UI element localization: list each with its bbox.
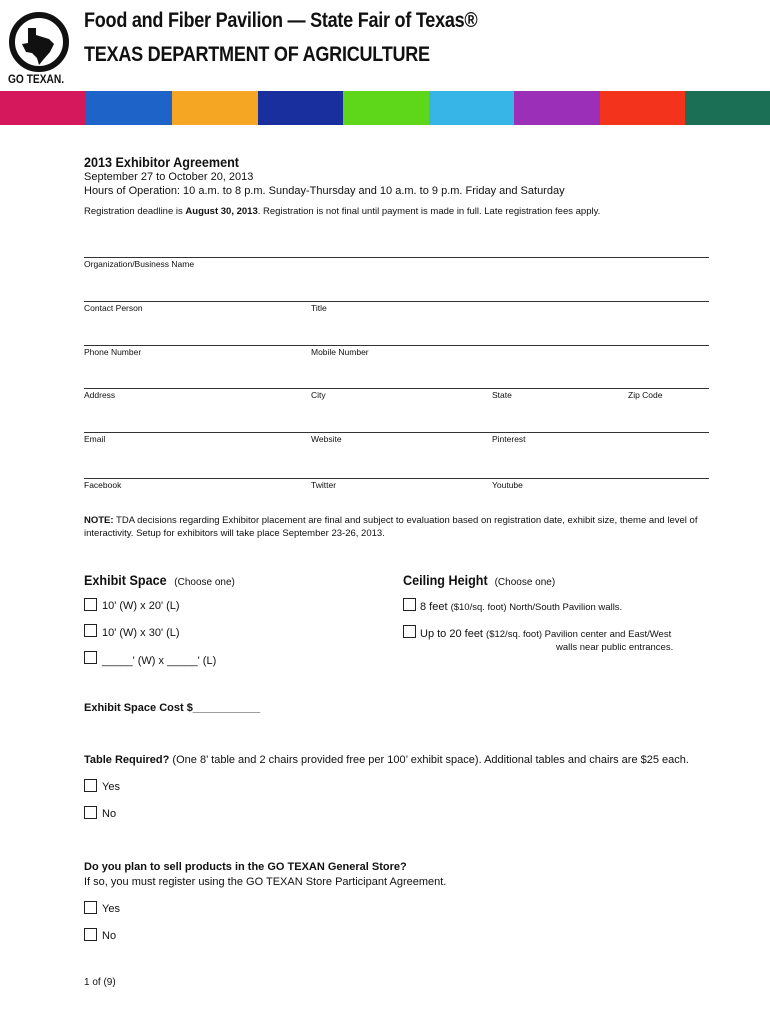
phone-field-line[interactable] — [84, 345, 709, 346]
ceiling-8ft-checkbox[interactable] — [403, 598, 416, 611]
organization-field-line[interactable] — [84, 257, 709, 258]
organization-label: Organization/Business Name — [84, 259, 195, 269]
color-bar — [0, 91, 86, 125]
registration-deadline: Registration deadline is August 30, 2013. Registration is not final until payment is made in full. Late registration fees apply. — [84, 206, 601, 217]
note-label: NOTE: — [84, 515, 114, 526]
twitter-label: Twitter — [311, 480, 337, 490]
page-number: 1 of (9) — [84, 977, 116, 988]
contact-person-label: Contact Person — [84, 303, 143, 313]
phone-label: Phone Number — [84, 347, 142, 357]
store-subtext: If so, you must register using the GO TEXAN Store Participant Agreement. — [84, 876, 447, 888]
agreement-hours: Hours of Operation: 10 a.m. to 8 p.m. Sunday-Thursday and 10 a.m. to 9 p.m. Friday and Saturday — [84, 185, 565, 197]
ceiling-20ft-detail: walls near public entrances. — [556, 642, 674, 653]
table-required-question: Table Required? (One 8’ table and 2 chairs provided free per 100’ exhibit space). Additional tables and chairs are $25 each. — [84, 754, 689, 766]
go-texan-logo — [6, 10, 72, 86]
facebook-label: Facebook — [84, 480, 122, 490]
table-yes-label: Yes — [102, 781, 120, 793]
ceiling-20ft-option: Up to 20 feet ($12/sq. foot) Pavilion center and East/West — [420, 628, 672, 640]
table-yes-checkbox[interactable] — [84, 779, 97, 792]
color-bar — [172, 91, 258, 125]
store-no-label: No — [102, 930, 117, 942]
color-bar — [258, 91, 343, 125]
email-field-line[interactable] — [84, 432, 709, 433]
city-label: City — [311, 390, 326, 400]
deadline-date: August 30, 2013 — [185, 206, 258, 217]
exhibit-space-option: _____' (W) x _____' (L) — [102, 655, 217, 667]
store-question: Do you plan to sell products in the GO TEXAN General Store? — [84, 861, 407, 873]
youtube-label: Youtube — [492, 480, 523, 490]
ceiling-20ft-checkbox[interactable] — [403, 625, 416, 638]
email-label: Email — [84, 434, 106, 444]
exhibit-space-option: 10' (W) x 30' (L) — [102, 627, 180, 639]
logo-text: GO TEXAN. — [8, 72, 65, 86]
exhibit-space-heading: Exhibit Space (Choose one) — [84, 572, 235, 588]
store-no-checkbox[interactable] — [84, 928, 97, 941]
title-label: Title — [311, 303, 327, 313]
page-title: Food and Fiber Pavilion — State Fair of Texas® — [84, 9, 478, 32]
exhibit-space-10x30-checkbox[interactable] — [84, 624, 97, 637]
state-label: State — [492, 390, 512, 400]
color-bar — [343, 91, 429, 125]
address-field-line[interactable] — [84, 388, 709, 389]
placement-note — [84, 514, 704, 540]
note-text: TDA decisions regarding Exhibitor placement are final and subject to evaluation based on registration date, exhibit size, theme and level of interactivity. Setup for exhibitors will take place September 23-26, 2013. — [84, 515, 698, 539]
contact-field-line[interactable] — [84, 301, 709, 302]
exhibit-space-10x20-checkbox[interactable] — [84, 598, 97, 611]
zip-label: Zip Code — [628, 390, 663, 400]
store-yes-label: Yes — [102, 903, 120, 915]
ceiling-8ft-option: 8 feet ($10/sq. foot) North/South Pavilion walls. — [420, 601, 623, 613]
exhibit-space-option: 10' (W) x 20' (L) — [102, 600, 180, 612]
table-no-checkbox[interactable] — [84, 806, 97, 819]
color-bar — [600, 91, 685, 125]
social-field-line[interactable] — [84, 478, 709, 479]
texas-star-logo-icon — [6, 10, 72, 74]
ceiling-height-heading: Ceiling Height (Choose one) — [403, 572, 556, 588]
color-bar — [685, 91, 770, 125]
store-yes-checkbox[interactable] — [84, 901, 97, 914]
pinterest-label: Pinterest — [492, 434, 526, 444]
exhibit-space-custom-checkbox[interactable] — [84, 651, 97, 664]
color-bar — [429, 91, 514, 125]
website-label: Website — [311, 434, 342, 444]
agreement-title: 2013 Exhibitor Agreement — [84, 154, 239, 170]
agreement-dates: September 27 to October 20, 2013 — [84, 171, 254, 183]
address-label: Address — [84, 390, 116, 400]
mobile-label: Mobile Number — [311, 347, 369, 357]
color-bar — [514, 91, 600, 125]
page-subtitle: TEXAS DEPARTMENT OF AGRICULTURE — [84, 43, 430, 66]
table-no-label: No — [102, 808, 117, 820]
exhibit-space-cost[interactable]: Exhibit Space Cost $___________ — [84, 702, 261, 714]
color-bar — [86, 91, 172, 125]
